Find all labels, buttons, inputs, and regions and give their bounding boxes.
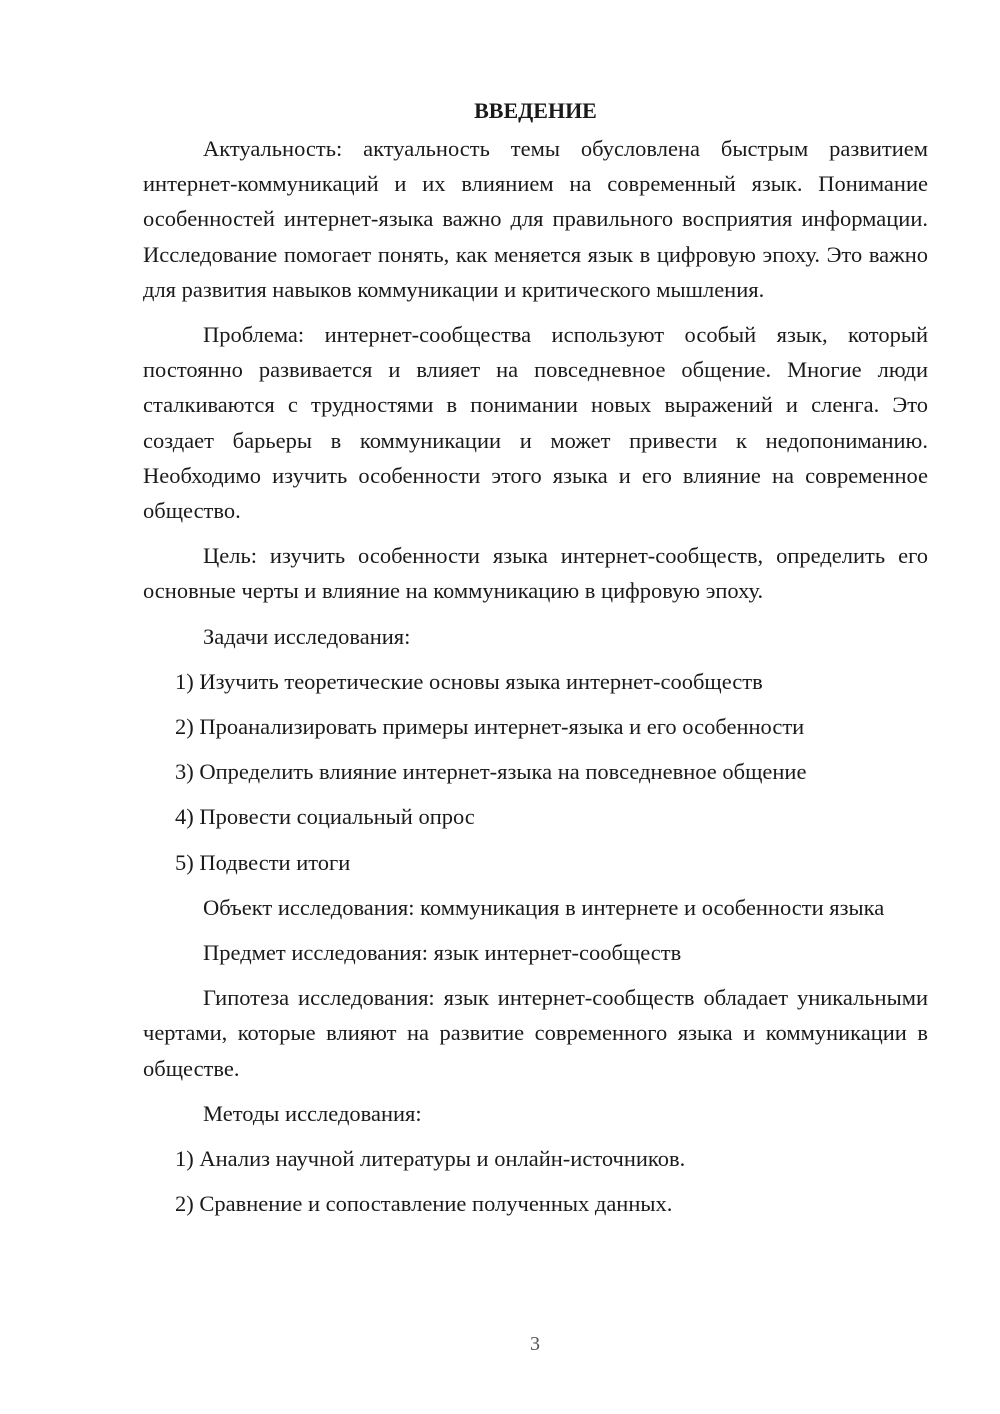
- paragraph-subject: Предмет исследования: язык интернет-сообществ: [203, 940, 682, 966]
- list-item: 5) Подвести итоги: [175, 849, 351, 875]
- list-item: 1) Изучить теоретические основы языка интернет-сообществ: [175, 668, 763, 694]
- list-item: 2) Проанализировать примеры интернет-языка и его особенности: [175, 714, 805, 740]
- page-number: 3: [530, 1333, 540, 1355]
- page-title: ВВЕДЕНИЕ: [474, 98, 597, 123]
- tasks-heading: Задачи исследования:: [203, 623, 411, 649]
- methods-list: [143, 1141, 928, 1221]
- paragraph-problem: Проблема: интернет-сообщества используют особый язык, который постоянно развивается и влияет на повседневное общение. Многие люди сталкиваются с трудностями в понимании новых выражений и сленга. Это создает барьеры в коммуникации и может привести к недопониманию. Необходимо изучить особенности этого языка и его влияние на современное общество.: [143, 322, 928, 524]
- paragraph-object: Объект исследования: коммуникация в интернете и особенности языка: [203, 894, 885, 920]
- paragraph-goal: Цель: изучить особенности языка интернет-сообществ, определить его основные черты и влияние на коммуникацию в цифровую эпоху.: [143, 543, 928, 604]
- list-item: 3) Определить влияние интернет-языка на повседневное общение: [175, 759, 807, 785]
- paragraph-hypothesis: Гипотеза исследования: язык интернет-сообществ обладает уникальными чертами, которые влияют на развитие современного языка и коммуникации в обществе.: [143, 985, 928, 1081]
- list-item: 2) Сравнение и сопоставление полученных данных.: [175, 1191, 673, 1217]
- list-item: 4) Провести социальный опрос: [175, 804, 475, 830]
- tasks-list: [143, 664, 928, 880]
- list-item: 1) Анализ научной литературы и онлайн-источников.: [175, 1146, 686, 1172]
- paragraph-relevance: Актуальность: актуальность темы обусловлена быстрым развитием интернет-коммуникаций и их влиянием на современный язык. Понимание особенностей интернет-языка важно для правильного восприятия информации. Исследование помогает понять, как меняется язык в цифровую эпоху. Это важно для развития навыков коммуникации и критического мышления.: [143, 136, 928, 302]
- page-content: [143, 96, 928, 1231]
- methods-heading: Методы исследования:: [203, 1100, 422, 1126]
